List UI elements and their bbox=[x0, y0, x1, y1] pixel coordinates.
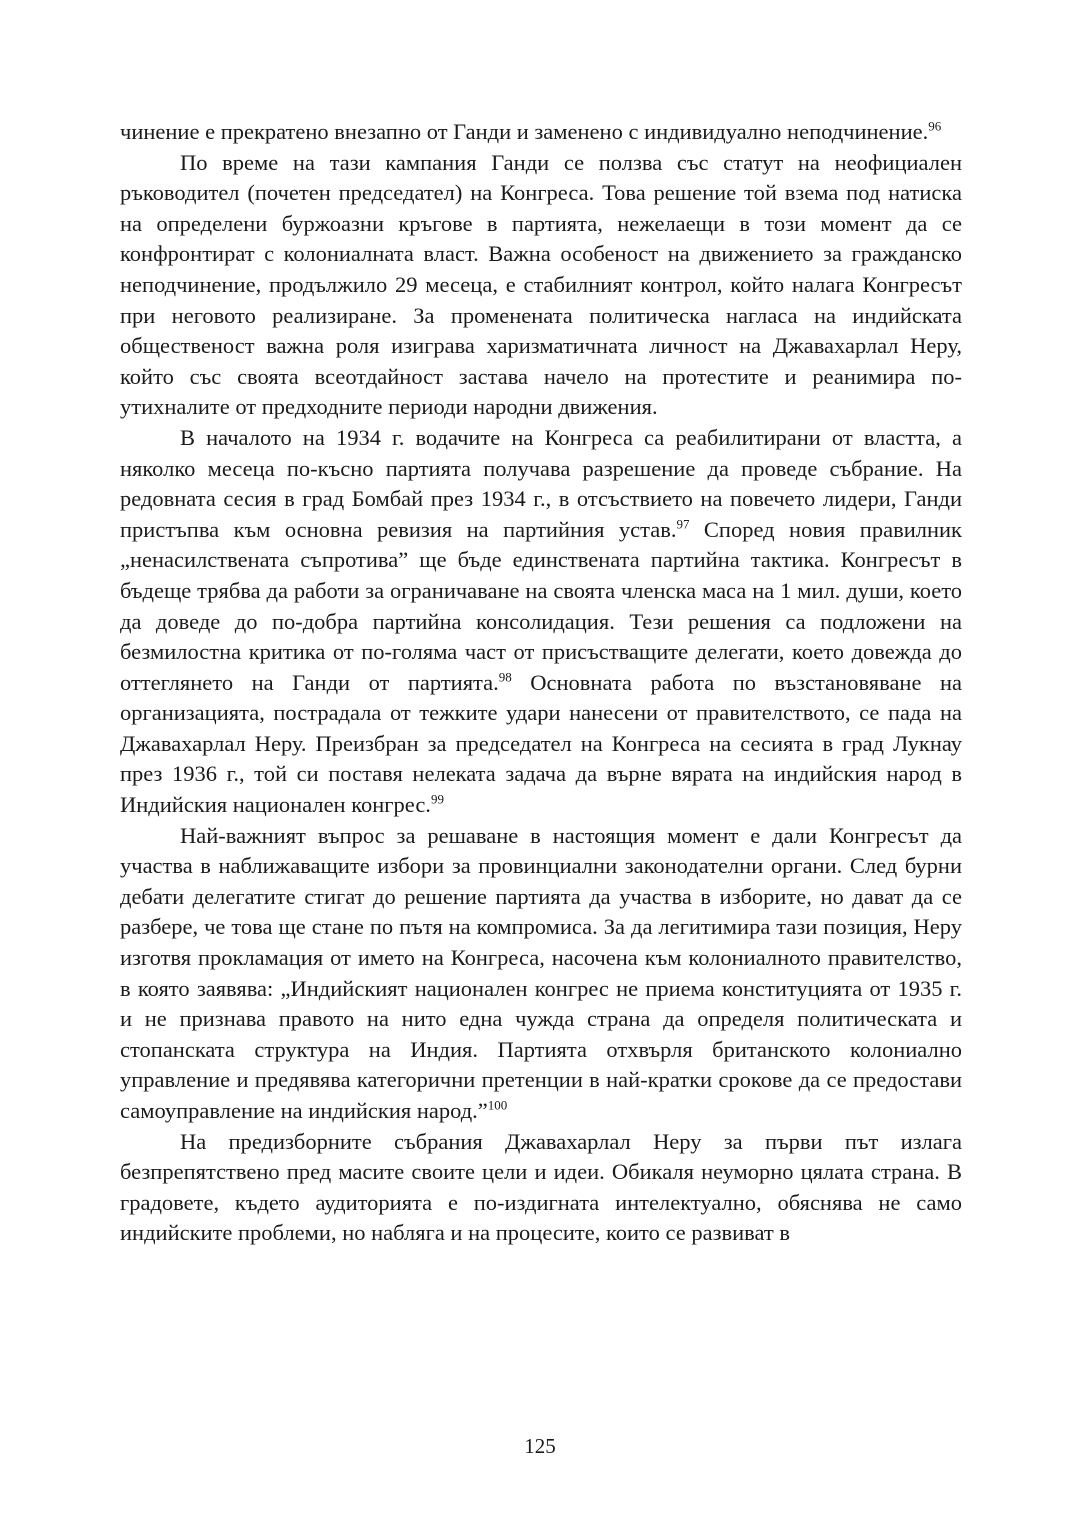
footnote-marker: 97 bbox=[676, 516, 690, 532]
body-text bbox=[120, 117, 962, 1249]
footnote-marker: 100 bbox=[487, 1097, 508, 1113]
paragraph-text: На предизборните събрания Джавахарлал Неру за първи път излага безпрепятствено пред масите своите цели и идеи. Обикаля неуморно цялата страна. В градовете, където аудиторията е по-издигната интелектуално, обяснява не само индийските проблеми, но набляга и на процесите, които се развиват в bbox=[120, 1128, 962, 1246]
paragraph-text: Според новия правилник „ненасилствената съпротива” ще бъде единствената партийна тактика. Конгресът в бъдеще трябва да работи за ограничаване на своята членска маса на 1 мил. души, което да доведе до по-добра партийна консолидация. Тези решения са подложени на безмилостна критика от по-голяма част от присъстващите делегати, което довежда до оттеглянето на Ганди от партията. bbox=[120, 516, 962, 695]
paragraph-text: Най-важният въпрос за решаване в настоящия момент е дали Конгресът да участва в наближаващите избори за провинциални законодателни органи. След бурни дебати делегатите стигат до решение партията да участва в изборите, но дават да се разбере, че това ще стане по пътя на компромиса. За да легитимира тази позиция, Неру изготвя прокламация от името на Конгреса, насочена към колониалното правителство, в която заявява: „Индийският национален конгрес не приема конституцията от 1935 г. и не признава правото на нито една чужда страна да определя политическата и стопанската структура на Индия. Партията отхвърля британското колониално управление и предявява категорични претенции в най-кратки срокове да се предостави самоуправление на индийския народ.” bbox=[120, 822, 962, 1123]
page-number: 125 bbox=[524, 1434, 556, 1458]
paragraph bbox=[120, 117, 962, 148]
paragraph-text: В началото на 1934 г. водачите на Конгреса са реабилитирани от властта, а няколко месеца по-късно партията получава разрешение да проведе събрание. На редовната сесия в град Бомбай през 1934 г., в отсъствието на повечето лидери, Ганди пристъпва към основна ревизия на партийния устав. bbox=[120, 424, 962, 542]
paragraph-text: чинение е прекратено внезапно от Ганди и заменено с индивидуално неподчинение. bbox=[120, 119, 929, 144]
paragraph-text: По време на тази кампания Ганди се ползва със статут на неофициален ръководител (почетен председател) на Конгреса. Това решение той взема под натиска на определени буржоазни кръгове в партията, нежелаещи в този момент да се конфронтират с колониалната власт. Важна особеност на движението за гражданско неподчинение, продължило 29 месеца, е стабилният контрол, който налага Конгресът при неговото реализиране. За променената политическа нагласа на индийската общественост важна роля изиграва харизматичната личност на Джавахарлал Неру, който със своята всеотдайност застава начело на протестите и реанимира по-утихналите от предходните периоди народни движения. bbox=[120, 149, 962, 420]
paragraph-text: Основната работа по възстановяване на организацията, пострадала от тежките удари нанесени от правителството, се пада на Джавахарлал Неру. Преизбран за председател на Конгреса на сесията в град Лукнау през 1936 г., той си поставя нелеката задача да върне вярата на индийския народ в Индийския национален конгрес. bbox=[120, 669, 962, 818]
paragraph bbox=[120, 821, 962, 1127]
paragraph bbox=[120, 148, 962, 423]
footnote-marker: 99 bbox=[430, 791, 444, 807]
footnote-marker: 96 bbox=[928, 118, 942, 134]
paragraph bbox=[120, 1127, 962, 1249]
paragraph bbox=[120, 423, 962, 821]
footnote-marker: 98 bbox=[498, 669, 512, 685]
